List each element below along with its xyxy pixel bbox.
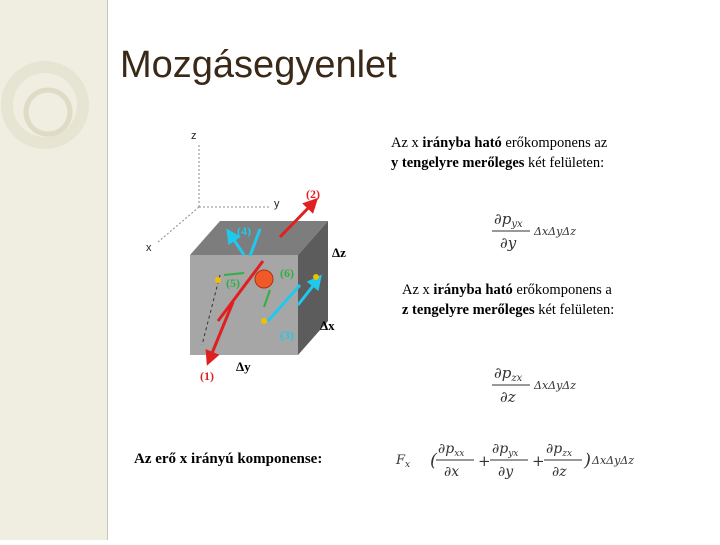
text-y-surfaces: Az x irányba ható erőkomponens az y tengelyre merőleges két felületen: — [391, 135, 608, 171]
label-component-6: (6) — [280, 266, 294, 280]
sidebar-divider — [107, 0, 108, 540]
delta-z-label: Δz — [332, 245, 346, 260]
svg-text:∂pxx: $\partial p_{xx}$ — [438, 441, 465, 459]
svg-text:∂z: ∂z — [552, 464, 567, 480]
svg-text:ΔxΔyΔz: ΔxΔyΔz — [534, 225, 577, 238]
formula-total-force — [394, 436, 654, 484]
x-axis-line — [158, 207, 199, 242]
dot-3 — [313, 274, 319, 280]
dot-bottom — [261, 318, 267, 324]
label-component-3: (3) — [280, 328, 294, 342]
delta-x-label: Δx — [320, 318, 335, 333]
label-component-4: (4) — [237, 224, 251, 238]
sidebar-ornament — [0, 0, 107, 540]
center-point — [255, 270, 273, 288]
label-component-5: (5) — [226, 276, 240, 290]
delta-y-label: Δy — [236, 359, 251, 374]
svg-text:∂pyx: $\partial p_{yx}$ — [494, 210, 523, 230]
svg-text:(: ( — [430, 450, 438, 471]
svg-text:ΔxΔyΔz: ΔxΔyΔz — [592, 454, 635, 467]
z-axis-label: z — [191, 130, 197, 142]
slide-title: Mozgásegyenlet — [120, 44, 397, 86]
svg-text:∂pzx: $\partial p_{zx}$ — [494, 364, 523, 384]
label-component-1: (1) — [200, 369, 214, 383]
x-axis-label: x — [146, 242, 152, 254]
svg-text:Fx: $F_x$ — [396, 453, 411, 470]
svg-text:): ) — [584, 450, 592, 471]
text-z-surfaces: Az x irányba ható erőkomponens a z tengelyre merőleges két felületen: — [402, 282, 615, 318]
svg-text:∂x: ∂x — [444, 464, 460, 480]
svg-text:∂z: ∂z — [500, 388, 516, 406]
stress-cube-diagram — [140, 125, 370, 390]
svg-text:+: + — [478, 452, 491, 470]
svg-text:∂pzx: $\partial p_{zx}$ — [546, 441, 573, 459]
y-axis-label: y — [274, 198, 280, 210]
svg-text:∂y: ∂y — [500, 234, 517, 252]
svg-text:∂pyx: $\partial p_{yx}$ — [492, 441, 519, 459]
formula-dpzx — [492, 360, 602, 406]
svg-text:+: + — [532, 452, 545, 470]
formula-dpyx — [492, 206, 602, 252]
svg-text:∂y: ∂y — [498, 464, 514, 480]
svg-text:ΔxΔyΔz: ΔxΔyΔz — [534, 379, 577, 392]
force-x-component-label: Az erő x irányú komponense: — [134, 451, 323, 467]
decorative-sidebar — [0, 0, 107, 540]
dot-5 — [215, 277, 221, 283]
label-component-2: (2) — [306, 187, 320, 201]
